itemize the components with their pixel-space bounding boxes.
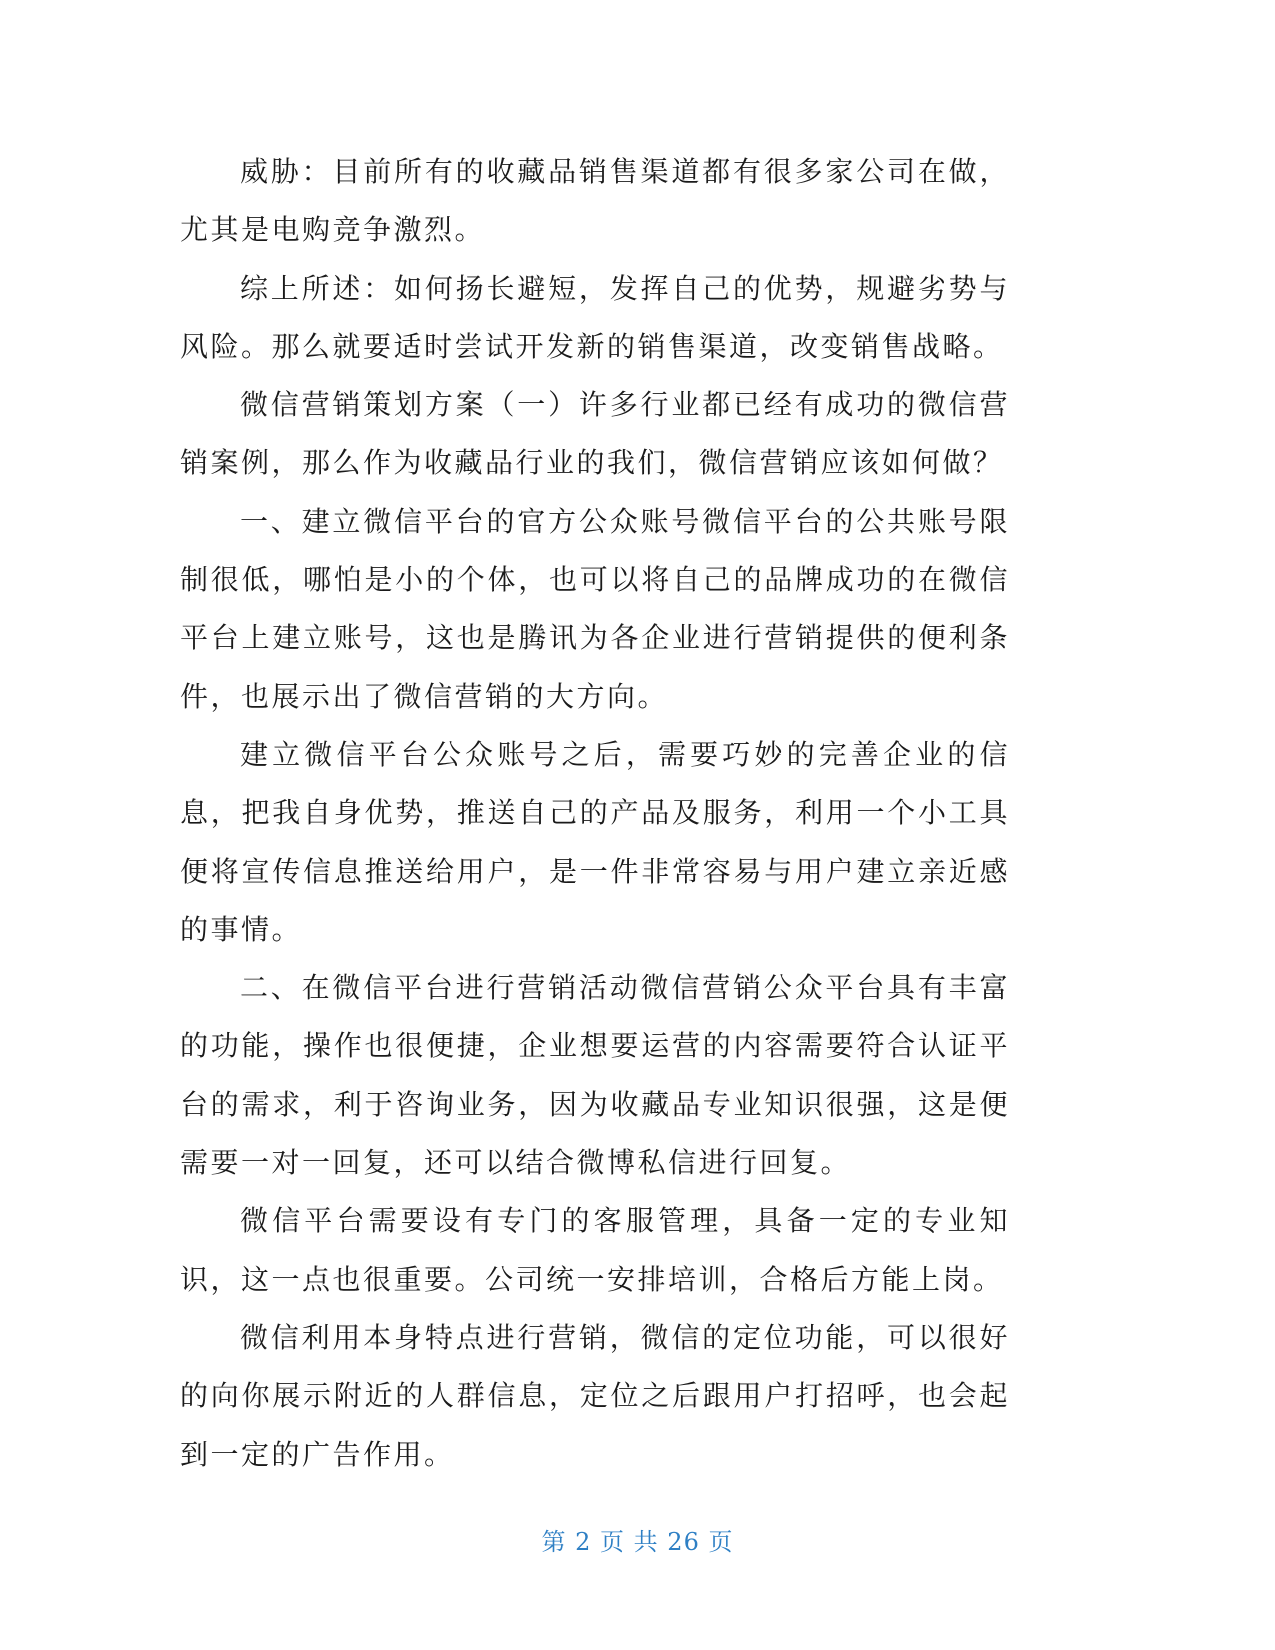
paragraph-customer-service: 微信平台需要设有专门的客服管理，具备一定的专业知识，这一点也很重要。公司统一安排培训，合格后方能上岗。 [180,1204,1010,1296]
paragraph-marketing-activities: 二、在微信平台进行营销活动微信营销公众平台具有丰富的功能，操作也很便捷，企业想要运营的内容需要符合认证平台的需求，利于咨询业务，因为收藏品专业知识很强，这是便需要一对一回复，还可以结合微博私信进行回复。 [180,971,1010,1180]
paragraph-location-marketing: 微信利用本身特点进行营销，微信的定位功能，可以很好的向你展示附近的人群信息，定位之后跟用户打招呼，也会起到一定的广告作用。 [180,1320,1010,1471]
paragraph-official-account: 一、建立微信平台的官方公众账号微信平台的公共账号限制很低，哪怕是小的个体，也可以将自己的品牌成功的在微信平台上建立账号，这也是腾讯为各企业进行营销提供的便利条件，也展示出了微信营销的大方向。 [180,504,1010,713]
paragraph-threats: 威胁：目前所有的收藏品销售渠道都有很多家公司在做，尤其是电购竞争激烈。 [180,155,1010,247]
paragraph-wechat-plan-intro: 微信营销策划方案（一）许多行业都已经有成功的微信营销案例，那么作为收藏品行业的我们，微信营销应该如何做？ [180,388,1010,480]
paragraph-account-setup: 建立微信平台公众账号之后，需要巧妙的完善企业的信息，把我自身优势，推送自己的产品及服务，利用一个小工具便将宣传信息推送给用户，是一件非常容易与用户建立亲近感的事情。 [180,737,1010,946]
paragraph-summary: 综上所述：如何扬长避短，发挥自己的优势，规避劣势与风险。那么就要适时尝试开发新的销售渠道，改变销售战略。 [180,271,1010,363]
page-number-footer: 第 2 页 共 26 页 [541,1528,734,1556]
document-body [180,143,1010,1484]
